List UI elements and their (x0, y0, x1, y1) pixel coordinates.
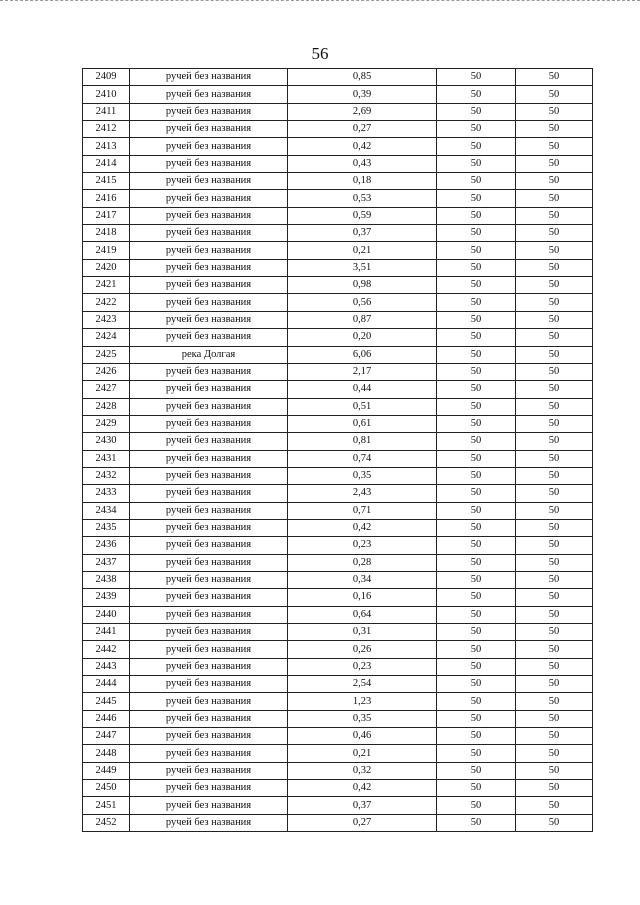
row-number-cell: 2431 (83, 450, 130, 467)
row-number-cell: 2444 (83, 676, 130, 693)
length-cell: 0,74 (288, 450, 437, 467)
length-cell: 0,64 (288, 606, 437, 623)
row-number-cell: 2413 (83, 138, 130, 155)
zone-width-cell: 50 (437, 780, 516, 797)
strip-width-cell: 50 (516, 138, 593, 155)
object-name-cell: ручей без названия (130, 121, 288, 138)
zone-width-cell: 50 (437, 467, 516, 484)
table-row (83, 762, 593, 779)
zone-width-cell: 50 (437, 121, 516, 138)
row-number-cell: 2440 (83, 606, 130, 623)
length-cell: 0,81 (288, 433, 437, 450)
row-number-cell: 2450 (83, 780, 130, 797)
zone-width-cell: 50 (437, 728, 516, 745)
row-number-cell: 2437 (83, 554, 130, 571)
length-cell: 0,31 (288, 624, 437, 641)
strip-width-cell: 50 (516, 398, 593, 415)
table-row (83, 467, 593, 484)
strip-width-cell: 50 (516, 121, 593, 138)
zone-width-cell: 50 (437, 571, 516, 588)
table-row (83, 346, 593, 363)
row-number-cell: 2443 (83, 658, 130, 675)
strip-width-cell: 50 (516, 173, 593, 190)
table-body (83, 69, 593, 832)
length-cell: 0,46 (288, 728, 437, 745)
object-name-cell: ручей без названия (130, 641, 288, 658)
table-row (83, 277, 593, 294)
zone-width-cell: 50 (437, 242, 516, 259)
length-cell: 6,06 (288, 346, 437, 363)
object-name-cell: ручей без названия (130, 693, 288, 710)
table-row (83, 537, 593, 554)
length-cell: 2,69 (288, 103, 437, 120)
length-cell: 0,37 (288, 797, 437, 814)
object-name-cell: ручей без названия (130, 554, 288, 571)
zone-width-cell: 50 (437, 624, 516, 641)
zone-width-cell: 50 (437, 329, 516, 346)
table-row (83, 589, 593, 606)
table-row (83, 415, 593, 432)
object-name-cell: ручей без названия (130, 311, 288, 328)
length-cell: 0,34 (288, 571, 437, 588)
zone-width-cell: 50 (437, 259, 516, 276)
strip-width-cell: 50 (516, 485, 593, 502)
object-name-cell: ручей без названия (130, 259, 288, 276)
length-cell: 0,87 (288, 311, 437, 328)
object-name-cell: ручей без названия (130, 433, 288, 450)
row-number-cell: 2414 (83, 155, 130, 172)
table-row (83, 381, 593, 398)
length-cell: 0,98 (288, 277, 437, 294)
strip-width-cell: 50 (516, 433, 593, 450)
zone-width-cell: 50 (437, 346, 516, 363)
strip-width-cell: 50 (516, 693, 593, 710)
length-cell: 0,16 (288, 589, 437, 606)
strip-width-cell: 50 (516, 519, 593, 536)
object-name-cell: ручей без названия (130, 381, 288, 398)
table-row (83, 519, 593, 536)
strip-width-cell: 50 (516, 103, 593, 120)
table-row (83, 658, 593, 675)
row-number-cell: 2421 (83, 277, 130, 294)
object-name-cell: ручей без названия (130, 225, 288, 242)
row-number-cell: 2410 (83, 86, 130, 103)
table-row (83, 329, 593, 346)
zone-width-cell: 50 (437, 277, 516, 294)
table-row (83, 138, 593, 155)
row-number-cell: 2434 (83, 502, 130, 519)
table-row (83, 207, 593, 224)
length-cell: 0,42 (288, 780, 437, 797)
row-number-cell: 2429 (83, 415, 130, 432)
object-name-cell: ручей без названия (130, 398, 288, 415)
zone-width-cell: 50 (437, 554, 516, 571)
table-row (83, 450, 593, 467)
strip-width-cell: 50 (516, 450, 593, 467)
zone-width-cell: 50 (437, 641, 516, 658)
table-row (83, 433, 593, 450)
zone-width-cell: 50 (437, 676, 516, 693)
table-row (83, 294, 593, 311)
zone-width-cell: 50 (437, 814, 516, 831)
table-row (83, 728, 593, 745)
table-row (83, 710, 593, 727)
table-row (83, 225, 593, 242)
object-name-cell: ручей без названия (130, 485, 288, 502)
table-row (83, 69, 593, 86)
strip-width-cell: 50 (516, 225, 593, 242)
strip-width-cell: 50 (516, 242, 593, 259)
zone-width-cell: 50 (437, 762, 516, 779)
length-cell: 0,35 (288, 710, 437, 727)
row-number-cell: 2409 (83, 69, 130, 86)
strip-width-cell: 50 (516, 658, 593, 675)
table-row (83, 311, 593, 328)
row-number-cell: 2439 (83, 589, 130, 606)
row-number-cell: 2446 (83, 710, 130, 727)
table-row (83, 86, 593, 103)
row-number-cell: 2416 (83, 190, 130, 207)
row-number-cell: 2448 (83, 745, 130, 762)
object-name-cell: ручей без названия (130, 537, 288, 554)
zone-width-cell: 50 (437, 363, 516, 380)
zone-width-cell: 50 (437, 86, 516, 103)
object-name-cell: ручей без названия (130, 467, 288, 484)
length-cell: 0,43 (288, 155, 437, 172)
zone-width-cell: 50 (437, 398, 516, 415)
table-row (83, 363, 593, 380)
zone-width-cell: 50 (437, 155, 516, 172)
row-number-cell: 2447 (83, 728, 130, 745)
length-cell: 2,43 (288, 485, 437, 502)
table-row (83, 641, 593, 658)
object-name-cell: ручей без названия (130, 502, 288, 519)
table-row (83, 745, 593, 762)
zone-width-cell: 50 (437, 173, 516, 190)
row-number-cell: 2427 (83, 381, 130, 398)
table-row (83, 624, 593, 641)
length-cell: 1,23 (288, 693, 437, 710)
length-cell: 0,71 (288, 502, 437, 519)
strip-width-cell: 50 (516, 797, 593, 814)
zone-width-cell: 50 (437, 450, 516, 467)
zone-width-cell: 50 (437, 433, 516, 450)
water-objects-table (82, 68, 593, 832)
strip-width-cell: 50 (516, 363, 593, 380)
object-name-cell: ручей без названия (130, 606, 288, 623)
zone-width-cell: 50 (437, 693, 516, 710)
zone-width-cell: 50 (437, 381, 516, 398)
strip-width-cell: 50 (516, 329, 593, 346)
table-row (83, 571, 593, 588)
zone-width-cell: 50 (437, 710, 516, 727)
length-cell: 0,23 (288, 537, 437, 554)
strip-width-cell: 50 (516, 589, 593, 606)
object-name-cell: ручей без названия (130, 242, 288, 259)
object-name-cell: ручей без названия (130, 762, 288, 779)
row-number-cell: 2426 (83, 363, 130, 380)
strip-width-cell: 50 (516, 155, 593, 172)
page-number: 56 (311, 44, 329, 63)
length-cell: 0,61 (288, 415, 437, 432)
strip-width-cell: 50 (516, 554, 593, 571)
object-name-cell: ручей без названия (130, 658, 288, 675)
object-name-cell: ручей без названия (130, 86, 288, 103)
object-name-cell: ручей без названия (130, 138, 288, 155)
object-name-cell: ручей без названия (130, 415, 288, 432)
row-number-cell: 2441 (83, 624, 130, 641)
zone-width-cell: 50 (437, 103, 516, 120)
length-cell: 0,35 (288, 467, 437, 484)
object-name-cell: река Долгая (130, 346, 288, 363)
strip-width-cell: 50 (516, 346, 593, 363)
row-number-cell: 2436 (83, 537, 130, 554)
object-name-cell: ручей без названия (130, 207, 288, 224)
length-cell: 0,42 (288, 138, 437, 155)
zone-width-cell: 50 (437, 485, 516, 502)
zone-width-cell: 50 (437, 658, 516, 675)
table-row (83, 814, 593, 831)
length-cell: 0,20 (288, 329, 437, 346)
row-number-cell: 2425 (83, 346, 130, 363)
length-cell: 2,17 (288, 363, 437, 380)
strip-width-cell: 50 (516, 762, 593, 779)
object-name-cell: ручей без названия (130, 797, 288, 814)
length-cell: 0,21 (288, 745, 437, 762)
table-row (83, 554, 593, 571)
strip-width-cell: 50 (516, 86, 593, 103)
table-row (83, 103, 593, 120)
strip-width-cell: 50 (516, 294, 593, 311)
zone-width-cell: 50 (437, 294, 516, 311)
zone-width-cell: 50 (437, 207, 516, 224)
object-name-cell: ручей без названия (130, 294, 288, 311)
length-cell: 3,51 (288, 259, 437, 276)
row-number-cell: 2428 (83, 398, 130, 415)
strip-width-cell: 50 (516, 571, 593, 588)
table-row (83, 693, 593, 710)
zone-width-cell: 50 (437, 519, 516, 536)
object-name-cell: ручей без названия (130, 155, 288, 172)
strip-width-cell: 50 (516, 624, 593, 641)
table-row (83, 190, 593, 207)
table-row (83, 780, 593, 797)
strip-width-cell: 50 (516, 780, 593, 797)
row-number-cell: 2432 (83, 467, 130, 484)
row-number-cell: 2411 (83, 103, 130, 120)
zone-width-cell: 50 (437, 537, 516, 554)
object-name-cell: ручей без названия (130, 676, 288, 693)
length-cell: 0,23 (288, 658, 437, 675)
object-name-cell: ручей без названия (130, 745, 288, 762)
strip-width-cell: 50 (516, 69, 593, 86)
zone-width-cell: 50 (437, 225, 516, 242)
length-cell: 0,32 (288, 762, 437, 779)
length-cell: 0,42 (288, 519, 437, 536)
table-row (83, 259, 593, 276)
table-row (83, 485, 593, 502)
zone-width-cell: 50 (437, 606, 516, 623)
strip-width-cell: 50 (516, 311, 593, 328)
row-number-cell: 2449 (83, 762, 130, 779)
row-number-cell: 2417 (83, 207, 130, 224)
strip-width-cell: 50 (516, 814, 593, 831)
table-row (83, 155, 593, 172)
length-cell: 2,54 (288, 676, 437, 693)
table-row (83, 606, 593, 623)
object-name-cell: ручей без названия (130, 814, 288, 831)
strip-width-cell: 50 (516, 277, 593, 294)
object-name-cell: ручей без названия (130, 363, 288, 380)
row-number-cell: 2424 (83, 329, 130, 346)
row-number-cell: 2445 (83, 693, 130, 710)
length-cell: 0,53 (288, 190, 437, 207)
zone-width-cell: 50 (437, 69, 516, 86)
row-number-cell: 2433 (83, 485, 130, 502)
length-cell: 0,27 (288, 121, 437, 138)
object-name-cell: ручей без названия (130, 173, 288, 190)
object-name-cell: ручей без названия (130, 277, 288, 294)
object-name-cell: ручей без названия (130, 710, 288, 727)
length-cell: 0,56 (288, 294, 437, 311)
scan-edge (0, 0, 640, 4)
table-row (83, 121, 593, 138)
table-row (83, 676, 593, 693)
object-name-cell: ручей без названия (130, 450, 288, 467)
length-cell: 0,18 (288, 173, 437, 190)
object-name-cell: ручей без названия (130, 728, 288, 745)
strip-width-cell: 50 (516, 467, 593, 484)
object-name-cell: ручей без названия (130, 571, 288, 588)
strip-width-cell: 50 (516, 728, 593, 745)
row-number-cell: 2435 (83, 519, 130, 536)
table-row (83, 398, 593, 415)
length-cell: 0,37 (288, 225, 437, 242)
object-name-cell: ручей без названия (130, 190, 288, 207)
length-cell: 0,28 (288, 554, 437, 571)
zone-width-cell: 50 (437, 589, 516, 606)
row-number-cell: 2451 (83, 797, 130, 814)
length-cell: 0,44 (288, 381, 437, 398)
row-number-cell: 2438 (83, 571, 130, 588)
strip-width-cell: 50 (516, 259, 593, 276)
zone-width-cell: 50 (437, 797, 516, 814)
object-name-cell: ручей без названия (130, 519, 288, 536)
strip-width-cell: 50 (516, 537, 593, 554)
strip-width-cell: 50 (516, 710, 593, 727)
object-name-cell: ручей без названия (130, 780, 288, 797)
zone-width-cell: 50 (437, 415, 516, 432)
row-number-cell: 2412 (83, 121, 130, 138)
row-number-cell: 2442 (83, 641, 130, 658)
length-cell: 0,26 (288, 641, 437, 658)
length-cell: 0,59 (288, 207, 437, 224)
row-number-cell: 2420 (83, 259, 130, 276)
strip-width-cell: 50 (516, 381, 593, 398)
zone-width-cell: 50 (437, 745, 516, 762)
strip-width-cell: 50 (516, 606, 593, 623)
object-name-cell: ручей без названия (130, 624, 288, 641)
strip-width-cell: 50 (516, 207, 593, 224)
length-cell: 0,39 (288, 86, 437, 103)
strip-width-cell: 50 (516, 502, 593, 519)
length-cell: 0,27 (288, 814, 437, 831)
table-row (83, 797, 593, 814)
zone-width-cell: 50 (437, 311, 516, 328)
row-number-cell: 2430 (83, 433, 130, 450)
row-number-cell: 2423 (83, 311, 130, 328)
table-row (83, 502, 593, 519)
strip-width-cell: 50 (516, 415, 593, 432)
object-name-cell: ручей без названия (130, 329, 288, 346)
row-number-cell: 2415 (83, 173, 130, 190)
row-number-cell: 2419 (83, 242, 130, 259)
length-cell: 0,51 (288, 398, 437, 415)
row-number-cell: 2422 (83, 294, 130, 311)
strip-width-cell: 50 (516, 190, 593, 207)
object-name-cell: ручей без названия (130, 103, 288, 120)
zone-width-cell: 50 (437, 138, 516, 155)
table-row (83, 173, 593, 190)
object-name-cell: ручей без названия (130, 69, 288, 86)
object-name-cell: ручей без названия (130, 589, 288, 606)
zone-width-cell: 50 (437, 190, 516, 207)
length-cell: 0,85 (288, 69, 437, 86)
row-number-cell: 2452 (83, 814, 130, 831)
zone-width-cell: 50 (437, 502, 516, 519)
length-cell: 0,21 (288, 242, 437, 259)
table-row (83, 242, 593, 259)
strip-width-cell: 50 (516, 641, 593, 658)
strip-width-cell: 50 (516, 745, 593, 762)
row-number-cell: 2418 (83, 225, 130, 242)
strip-width-cell: 50 (516, 676, 593, 693)
